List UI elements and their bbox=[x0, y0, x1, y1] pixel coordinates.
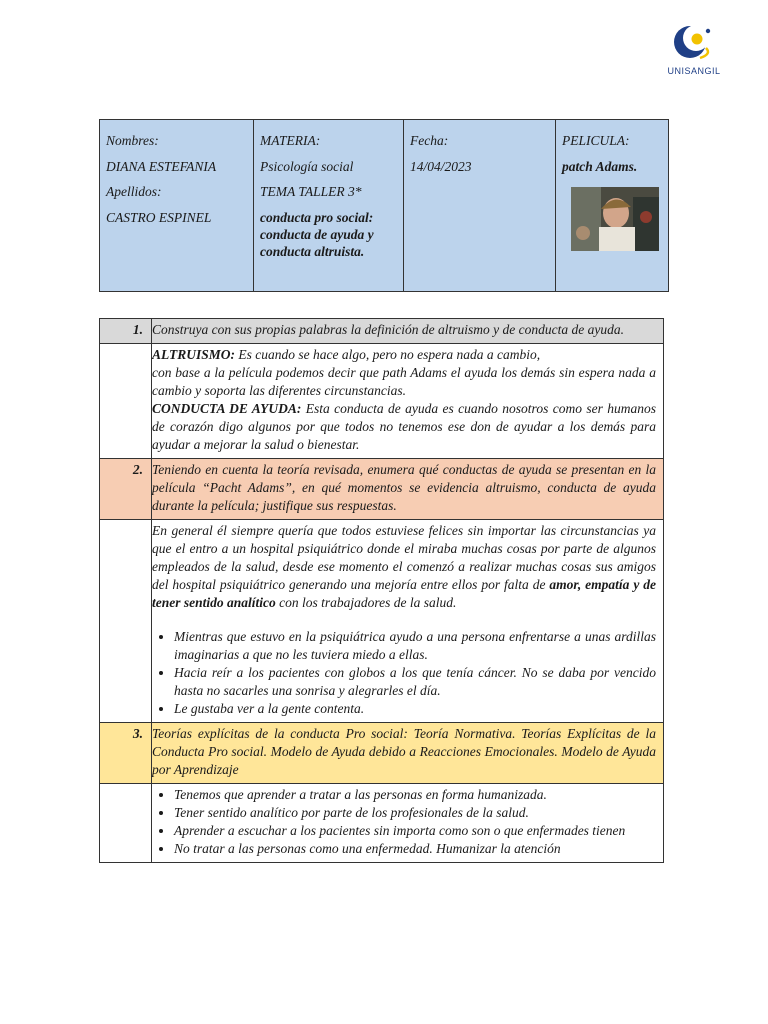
question-2-text: Teniendo en cuenta la teoría revisada, enumera qué conductas de ayuda se presentan en la película “Pacht Adams”, en qué momentos se evidencia altruismo, conducta de ayuda durante la película; justifique sus respuestas. bbox=[152, 459, 664, 520]
movie-cell bbox=[556, 120, 669, 292]
answer-3-row bbox=[100, 784, 664, 863]
student-cell bbox=[100, 120, 254, 292]
answer-2 bbox=[152, 520, 664, 723]
subject-cell bbox=[254, 120, 404, 292]
questions-table bbox=[99, 318, 664, 863]
names-label: Nombres: bbox=[106, 133, 159, 148]
header-table bbox=[99, 119, 669, 292]
list-item: • No tratar a las personas como una enfermedad. Humanizar la atención bbox=[174, 840, 656, 858]
answer-2-list bbox=[152, 628, 656, 718]
answer-2-row bbox=[100, 520, 664, 723]
answer-3-list bbox=[152, 786, 656, 858]
answer-1 bbox=[152, 344, 664, 459]
altruism-text: Es cuando se hace algo, pero no espera nada a cambio, bbox=[235, 347, 541, 362]
list-item: • Hacia reír a los pacientes con globos a los que tenía cáncer. No se daba por vencido hasta no sacarles una sonrisa y alegrarles el día. bbox=[174, 664, 656, 700]
topic-value: conducta pro social: conducta de ayuda y conducta altruista. bbox=[260, 209, 374, 259]
question-1-row bbox=[100, 319, 664, 344]
question-3-row bbox=[100, 723, 664, 784]
question-2-row bbox=[100, 459, 664, 520]
list-item: • Tener sentido analítico por parte de los profesionales de la salud. bbox=[174, 804, 656, 822]
answer-2-bold: amor, empatía y de tener sentido analítico bbox=[152, 577, 656, 610]
answer-1-row bbox=[100, 344, 664, 459]
question-1-number: 1. bbox=[100, 319, 152, 344]
answer-2-text-2: con los trabajadores de la salud. bbox=[275, 595, 457, 610]
question-3-text: Teorías explícitas de la conducta Pro social: Teoría Normativa. Teorías Explícitas de la Conducta Pro social. Modelo de Ayuda debido a Reacciones Emocionales. Modelo de Ayuda por Aprendizaje bbox=[152, 723, 664, 784]
names-value: DIANA ESTEFANIA bbox=[106, 158, 217, 174]
question-3-number: 3. bbox=[100, 723, 152, 784]
list-item: • Mientras que estuvo en la psiquiátrica ayudo a una persona enfrentarse a unas ardillas imaginarias a que no les tuviera miedo a ellas. bbox=[174, 628, 656, 664]
tema-label: TEMA TALLER 3* bbox=[260, 184, 362, 199]
help-behavior-text: Esta conducta de ayuda es cuando nosotros como ser humanos de corazón digo algunos por que todos no tenemos ese don de ayudar a los demás para ayudar a mejorar la salud o bienestar. bbox=[152, 401, 656, 452]
movie-photo bbox=[571, 187, 659, 251]
date-value: 14/04/2023 bbox=[410, 158, 472, 174]
logo-text: UNISANGIL bbox=[667, 66, 721, 76]
movie-value: patch Adams. bbox=[562, 158, 638, 174]
question-2-number: 2. bbox=[100, 459, 152, 520]
list-item: • Aprender a escuchar a los pacientes sin importa como son o que enfermades tienen bbox=[174, 822, 656, 840]
answer-2-text-1: En general él siempre quería que todos estuviese felices sin importar las circunstancias ya que el entro a un hospital psiquiátrico donde el miraba muchas cosas por parte de algunos empleados de la salud, desde ese momento el comenzó a realizar muchas cosas sus amigos del hospital psiquiátrico generando una mejoría entre ellos por falta de bbox=[152, 523, 656, 592]
list-item: • Tenemos que aprender a tratar a las personas en forma humanizada. bbox=[174, 786, 656, 804]
subject-value: Psicología social bbox=[260, 158, 354, 174]
date-label: Fecha: bbox=[410, 133, 449, 148]
altruism-movie-text: con base a la película podemos decir que path Adams el ayuda los demás sin espera nada a cambio y soporta las diferentes circunstancias. bbox=[152, 365, 656, 398]
altruism-label: ALTRUISMO: bbox=[152, 347, 236, 362]
help-behavior-label: CONDUCTA DE AYUDA: bbox=[152, 401, 302, 416]
surnames-value: CASTRO ESPINEL bbox=[106, 209, 212, 225]
movie-label: PELICULA: bbox=[562, 133, 630, 148]
list-item: • Le gustaba ver a la gente contenta. bbox=[174, 700, 656, 718]
date-cell bbox=[404, 120, 556, 292]
answer-3 bbox=[152, 784, 664, 863]
subject-label: MATERIA: bbox=[260, 133, 321, 148]
question-1-text: Construya con sus propias palabras la definición de altruismo y de conducta de ayuda. bbox=[152, 319, 664, 344]
surnames-label: Apellidos: bbox=[106, 184, 162, 199]
